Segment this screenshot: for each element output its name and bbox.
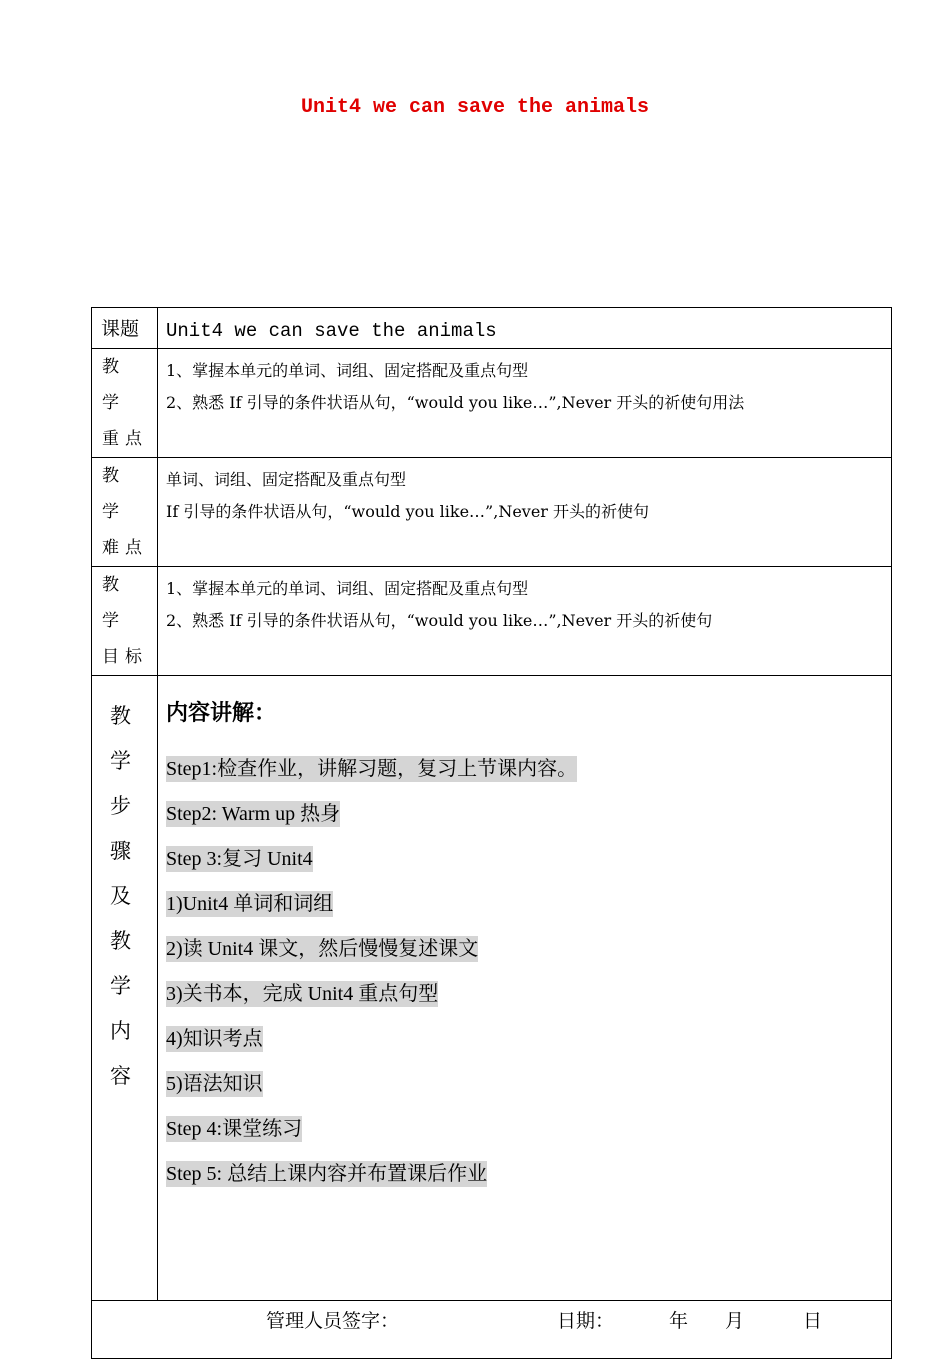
difficult-points-label-top: 教 学 <box>102 466 125 522</box>
teaching-steps-row <box>92 676 892 1301</box>
steps-label-char: 步 <box>110 794 131 818</box>
step-item: 3)关书本，完成 Unit4 重点句型 <box>166 983 439 1005</box>
step-item: Step 5: 总结上课内容并布置课后作业 <box>166 1163 488 1185</box>
year-label: 年 <box>669 1310 689 1332</box>
document-title: Unit4 we can save the animals <box>300 96 650 119</box>
steps-label-char: 教 <box>110 929 131 953</box>
steps-label-char: 学 <box>110 974 131 998</box>
day-label: 日 <box>803 1310 823 1332</box>
key-points-line-2: 2、熟悉 If 引导的条件状语从句，“would you like…”,Never 开头的祈使句用法 <box>166 393 745 412</box>
steps-label-char: 及 <box>110 884 131 908</box>
steps-label-char: 容 <box>110 1064 131 1088</box>
objectives-label-cell <box>92 567 158 676</box>
objectives-line-1: 1、掌握本单元的单词、词组、固定搭配及重点句型 <box>166 579 529 598</box>
lesson-plan-table <box>91 307 892 1359</box>
key-points-row <box>92 349 892 458</box>
key-points-label-bottom: 重点 <box>102 429 148 449</box>
step-item: 1)Unit4 单词和词组 <box>166 893 334 915</box>
difficult-points-label-cell <box>92 458 158 567</box>
step-item: Step1:检查作业，讲解习题，复习上节课内容。 <box>166 758 578 780</box>
difficult-points-row <box>92 458 892 567</box>
topic-row <box>92 308 892 349</box>
content-heading: 内容讲解： <box>166 700 277 726</box>
footer-row <box>92 1301 892 1359</box>
key-points-label-cell <box>92 349 158 458</box>
topic-label: 课题 <box>101 318 140 340</box>
key-points-label-top: 教 学 <box>102 357 125 413</box>
difficult-points-line-1: 单词、词组、固定搭配及重点句型 <box>166 470 407 489</box>
step-item: Step 3:复习 Unit4 <box>166 848 313 870</box>
key-points-content-cell <box>158 349 892 458</box>
step-item: Step 4:课堂练习 <box>166 1118 303 1140</box>
topic-label-cell <box>92 308 158 349</box>
step-item: 4)知识考点 <box>166 1028 263 1050</box>
objectives-row <box>92 567 892 676</box>
footer-cell <box>92 1301 892 1359</box>
steps-label-char: 教 <box>110 704 131 728</box>
key-points-line-1: 1、掌握本单元的单词、词组、固定搭配及重点句型 <box>166 361 529 380</box>
topic-value-cell <box>158 308 892 349</box>
step-item: 5)语法知识 <box>166 1073 263 1095</box>
teaching-steps-label-cell <box>92 676 158 1301</box>
difficult-points-label-bottom: 难点 <box>102 538 148 558</box>
topic-value: Unit4 we can save the animals <box>166 320 497 342</box>
step-item: Step2: Warm up 热身 <box>166 803 341 825</box>
difficult-points-line-2: If 引导的条件状语从句，“would you like…”,Never 开头的祈使句 <box>166 502 650 521</box>
objectives-label-bottom: 目标 <box>102 647 148 667</box>
objectives-label-top: 教 学 <box>102 575 125 631</box>
difficult-points-content-cell <box>158 458 892 567</box>
date-label: 日期： <box>557 1310 615 1332</box>
steps-label-char: 内 <box>110 1019 131 1043</box>
step-item: 2)读 Unit4 课文，然后慢慢复述课文 <box>166 938 479 960</box>
steps-label-char: 学 <box>110 749 131 773</box>
teaching-steps-content-cell <box>158 676 892 1301</box>
steps-label-char: 骤 <box>110 839 131 863</box>
objectives-content-cell <box>158 567 892 676</box>
signature-label: 管理人员签字： <box>266 1310 400 1332</box>
month-label: 月 <box>725 1310 745 1332</box>
objectives-line-2: 2、熟悉 If 引导的条件状语从句，“would you like…”,Never 开头的祈使句 <box>166 611 713 630</box>
